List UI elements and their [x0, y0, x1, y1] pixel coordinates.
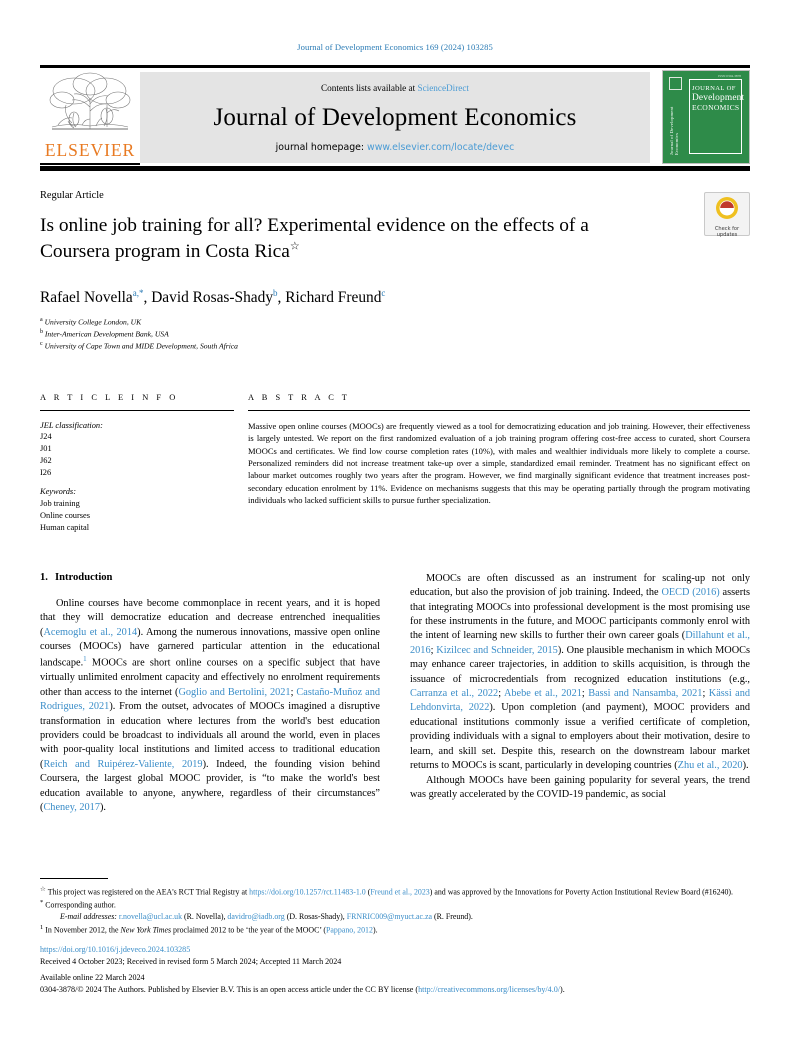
cover-issn: ISSN 0304-3878 [718, 74, 741, 78]
text-run: (R. Novella), [182, 912, 228, 922]
masthead-banner [140, 72, 650, 163]
elsevier-logo-rule [40, 163, 140, 166]
text-run: ). One plausible mechanism in which MOOCs may enhance career trajectories, in addition to skills acquisition, is through the issuance of microcredentials from recognized education institutions (e.g., [410, 644, 751, 685]
citation-link[interactable]: https://doi.org/10.1257/rct.11483-1.0 [249, 887, 366, 897]
abstract-text: Massive open online courses (MOOCs) are frequently viewed as a tool for democratizing education and job training. However, their effectiveness is largely untested. We report on the first randomized evaluation of a job training program offering cost-free access to curated, short Coursera MOOCs and certificates. We find low course completion rates (10%), with males and wealthier individuals more likely to complete a course. Personalized reminders did not increase treatment take-up over a simple, standardized email reminder. Treatment has no significant effect on labour market outcomes roughly two years after the program. However, we find marginally significant evidence that treatment increases post-secondary education enrolment by 11%. Evidence on mechanisms suggests that this may be operating partially through the program motivating individuals who lacked sufficient skills to pursue further specialization. [248, 420, 750, 506]
left-column-paragraphs [40, 597, 380, 816]
footnote-separator [40, 878, 108, 879]
text-run: MOOCs are short online courses on a specific subject that have virtually unlimited enrolment capacity and effectively no enrolment requirements other than access to the internet ( [40, 657, 380, 698]
affiliation-text: University of Cape Town and MIDE Development, South Africa [42, 342, 238, 351]
text-run: This project was registered on the AEA's RCT Trial Registry at [47, 887, 250, 897]
info-abstract-row [40, 393, 750, 534]
citation-link[interactable]: Kässi and Lehdonvirta, 2022 [410, 688, 751, 714]
contents-prefix: Contents lists available at [321, 83, 418, 93]
masthead-bottom-rule [40, 166, 750, 171]
body-paragraph [40, 597, 380, 816]
affiliation-item [40, 328, 750, 340]
citation-link[interactable]: Abebe et al., 2021 [503, 688, 582, 700]
jel-codes [40, 431, 234, 479]
text-run: ; [290, 686, 297, 698]
text-run: In November 2012, the [45, 925, 121, 935]
footnote-marker: 1 [40, 923, 44, 931]
keyword-item: Human capital [40, 522, 90, 532]
abstract-column [234, 393, 750, 534]
affiliation-marker: b [40, 329, 43, 336]
article-type: Regular Article [40, 190, 104, 201]
right-column-paragraphs [410, 572, 750, 803]
affiliation-item [40, 316, 750, 328]
cover-title-line1: JOURNAL OF [692, 85, 736, 92]
contents-list-line [321, 83, 469, 93]
crossmark-label: Check for updates [714, 226, 740, 239]
text-run: (R. Freund). [432, 912, 473, 922]
author-list: Rafael Novella$^{a,*}$, David Rosas-Shady$^b$, Richard Freund$^c$ [40, 288, 386, 307]
citation-link[interactable]: FRNRIC009@myuct.ac.za [346, 912, 433, 922]
citation-link[interactable]: Zhu et al., 2020 [677, 760, 743, 772]
citation-link[interactable]: Carranza et al., 2022 [410, 688, 499, 700]
article-title-text: Is online job training for all? Experimental evidence on the effects of a Coursera program in Costa Rica [40, 215, 589, 262]
footnote-item [40, 898, 750, 911]
citation-link[interactable]: Bassi and Nansamba, 2021 [588, 688, 703, 700]
citation-link[interactable]: Dillahunt et al., 2016 [410, 630, 751, 656]
affiliation-list [40, 316, 750, 352]
keyword-item: Job training [40, 499, 80, 509]
text-run: Online courses have become commonplace in recent years, and it is hoped that they will democratize education and decrease entrenched inequalities ( [40, 597, 380, 638]
cover-title [692, 85, 745, 113]
section-number: 1. [40, 571, 48, 583]
cover-spine-text: Journal of Development Economics [669, 106, 679, 155]
text-run: ). Upon completion (and payment), MOOC providers and educational institutions commonly issue a verified certificate of completion, providing individuals with a signal to employers about their motivation, desire to learn, and skill set. Despite this, research on the downstream labour market returns to MOOCs is scant, particularly in developing countries ( [410, 702, 750, 772]
crossmark-badge[interactable] [704, 192, 750, 239]
text-run: MOOCs are often discussed as an instrument for scaling-up not only education, but also the provision of job training. Indeed, the [410, 572, 750, 599]
affiliation-text: University College London, UK [42, 317, 142, 327]
received-dates: Received 4 October 2023; Received in revised form 5 March 2024; Accepted 11 March 2024 [40, 956, 342, 966]
affiliation-marker: a [40, 317, 43, 324]
jel-code: I26 [40, 468, 52, 478]
body-paragraph [410, 572, 750, 774]
text-run: ). Indeed, the founding vision behind Coursera, the largest global MOOC provider, is “to make the world's best education available to anyone, anywhere, regardless of their circumstances” ( [40, 758, 380, 813]
body-column-left [40, 572, 380, 816]
citation-link[interactable]: Goglio and Bertolini, 2021 [178, 686, 291, 698]
text-run: 0304-3878/© 2024 The Authors. Published by Elsevier B.V. This is an open access article under the CC BY license ( [40, 984, 419, 994]
cover-title-line3: ECONOMICS [692, 102, 740, 112]
abstract-heading: A B S T R A C T [248, 392, 350, 402]
text-run: proclaimed 2012 to be ‘the year of the MOOC’ ( [171, 925, 327, 935]
text-run: ) and was approved by the Innovations for Poverty Action Institutional Review Board (#16240). [429, 887, 734, 897]
page-footer [40, 878, 750, 996]
text-run: ). [560, 984, 565, 994]
footnote-item [40, 923, 750, 936]
section-heading [40, 572, 380, 583]
article-info-body [40, 411, 234, 534]
citation-link[interactable]: Kizilcec and Schneider, 2015 [436, 644, 558, 656]
section-title: Introduction [54, 571, 113, 583]
text-run: ). [99, 801, 106, 813]
text-run: ). From the outset, advocates of MOOCs imagined a disruptive transformation in education where lectures from the world's best education providers could be broadcast to individuals all around the world, even in places with poor-quality local institutions and limited access to traditional education ( [40, 701, 380, 770]
body-column-right [410, 572, 750, 816]
journal-masthead [40, 68, 750, 166]
jel-code: J01 [40, 444, 52, 454]
running-head: Journal of Development Economics 169 (2024) 103285 [297, 42, 493, 52]
body-columns [40, 572, 750, 816]
page-title [40, 213, 640, 264]
citation-link[interactable]: Pappano, 2012 [326, 925, 373, 935]
copyright-line [40, 984, 750, 996]
keyword-item: Online courses [40, 510, 91, 520]
text-run: ; [702, 688, 709, 700]
text-run: ; [498, 688, 504, 700]
elsevier-logo [40, 68, 140, 166]
citation-link[interactable]: Cheney, 2017 [43, 801, 100, 813]
text-run: ( [365, 887, 371, 897]
author-affiliation-marker[interactable]: b [273, 288, 278, 299]
journal-title: Journal of Development Economics [213, 103, 577, 131]
citation-link[interactable]: OECD (2016) [661, 587, 720, 599]
text-run: Although MOOCs have been gaining popularity for several years, the trend was greatly accelerated by the COVID-19 pandemic, as social [410, 774, 750, 800]
footnote-ref[interactable]: 1 [83, 655, 87, 664]
affiliation-item [40, 340, 750, 352]
affiliation-text: Inter-American Development Bank, USA [43, 329, 169, 339]
crossmark-icon [715, 196, 739, 220]
text-run: ; [430, 644, 437, 656]
journal-cover-image [662, 70, 750, 164]
citation-link[interactable]: Castaño-Muñoz and Rodrigues, 2021 [40, 686, 381, 713]
footnote-list [40, 885, 750, 936]
homepage-prefix: journal homepage: [275, 142, 368, 153]
jel-label: JEL classification: [40, 420, 103, 430]
emphasis-text: New York Times [120, 925, 172, 935]
publication-history [40, 956, 750, 996]
citation-link[interactable]: Freund et al., 2023 [370, 887, 430, 897]
footnote-item [40, 885, 750, 898]
elsevier-wordmark: ELSEVIER [44, 140, 136, 160]
footnote-item [40, 911, 750, 922]
footnote-marker: ☆ [40, 885, 46, 893]
author-name: Rafael Novella [40, 289, 133, 307]
text-run: ). [742, 760, 749, 772]
citation-link[interactable]: Reich and Ruipérez-Valiente, 2019 [43, 758, 203, 770]
sciencedirect-link[interactable]: ScienceDirect [417, 83, 469, 93]
article-info-heading: A R T I C L E I N F O [40, 392, 179, 402]
citation-link[interactable]: davidro@iadb.org [227, 912, 285, 922]
author-name: Richard Freund [285, 289, 382, 307]
emphasis-text: E-mail addresses: [60, 912, 117, 922]
available-online: Available online 22 March 2024 [40, 972, 145, 982]
body-paragraph [410, 774, 750, 803]
author-affiliation-marker[interactable]: a,* [132, 288, 144, 299]
jel-code: J24 [40, 432, 52, 442]
keywords-label: Keywords: [40, 487, 76, 497]
article-info-column [40, 393, 234, 534]
author-affiliation-marker[interactable]: c [381, 288, 386, 299]
doi-link[interactable]: https://doi.org/10.1016/j.jdeveco.2024.103285 [40, 944, 191, 954]
journal-homepage-link[interactable]: www.elsevier.com/locate/devec [367, 142, 515, 153]
title-footnote-marker[interactable]: ☆ [289, 240, 300, 253]
text-run: (D. Rosas-Shady), [284, 912, 347, 922]
citation-link[interactable]: r.novella@ucl.ac.uk [118, 912, 183, 922]
jel-code: J62 [40, 456, 52, 466]
footnote-marker: * [40, 898, 44, 906]
citation-link[interactable]: Acemoglu et al., 2014 [43, 626, 138, 638]
keywords-list [40, 498, 234, 534]
cover-title-line2: Development [692, 92, 745, 103]
text-run: ). [372, 925, 378, 935]
cover-publisher-logo-icon [669, 77, 682, 90]
text-run: ; [581, 688, 589, 700]
text-run: asserts that integrating MOOCs into professional development is the most promising use for these instruments in the future, and MOOC participants commonly enrol with the intent of learning new skills to further their own career goals ( [410, 587, 750, 642]
affiliation-marker: c [40, 341, 43, 348]
text-run: Corresponding author. [45, 900, 116, 910]
text-run: ). Among the numerous innovations, massive open online courses (MOOCs) have garnered particular attention in the educational landscape. [40, 626, 380, 669]
author-name: David Rosas-Shady [151, 289, 274, 307]
elsevier-tree-icon [44, 69, 136, 143]
journal-homepage-line [276, 142, 515, 153]
citation-link[interactable]: http://creativecommons.org/licenses/by/4.0/ [418, 984, 561, 994]
